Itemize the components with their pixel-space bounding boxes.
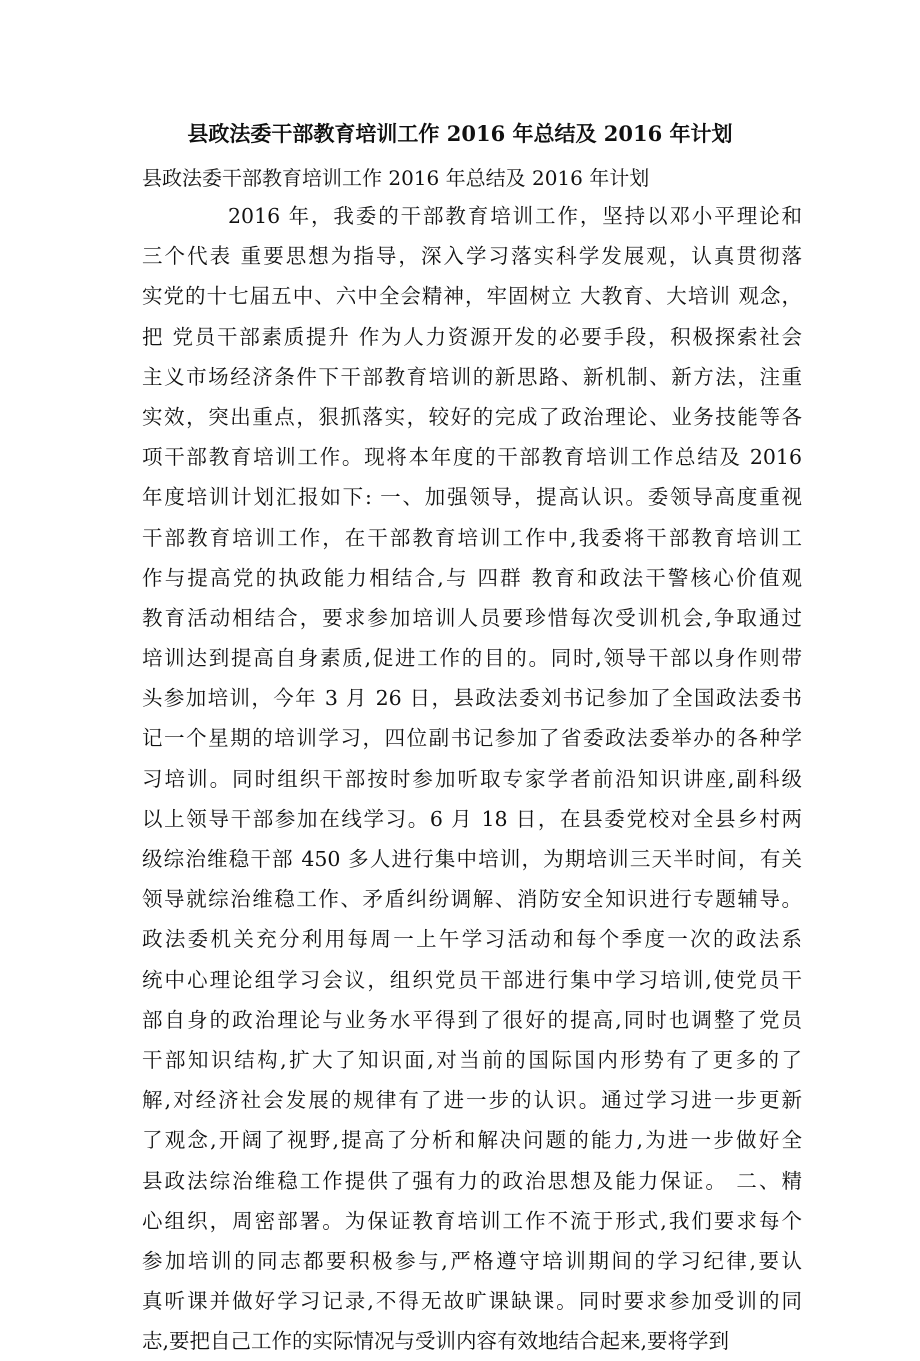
body-line: 真听课并做好学习记录,不得无故旷课缺课。同时要求参加受训的同 <box>142 1289 802 1314</box>
body-line: 干部知识结构,扩大了知识面,对当前的国际国内形势有了更多的了 <box>142 1047 802 1072</box>
body-line: 干部教育培训工作，在干部教育培训工作中,我委将干部教育培训工 <box>142 525 802 550</box>
body-line: 部自身的政治理论与业务水平得到了很好的提高,同时也调整了党员 <box>142 1007 802 1032</box>
body-line: 记一个星期的培训学习，四位副书记参加了省委政法委举办的各种学 <box>142 726 802 751</box>
body-line: 统中心理论组学习会议，组织党员干部进行集中学习培训,使党员干 <box>142 967 802 992</box>
body-line: 级综治维稳干部 450 多人进行集中培训，为期培训三天半时间，有关 <box>142 847 802 871</box>
body-line: 领导就综治维稳工作、矛盾纠纷调解、消防安全知识进行专题辅导。 <box>142 887 802 912</box>
document-subtitle: 县政法委干部教育培训工作 2016 年总结及 2016 年计划 <box>142 166 650 190</box>
body-line: 了观念,开阔了视野,提高了分析和解决问题的能力,为进一步做好全 <box>142 1128 802 1153</box>
body-line: 教育活动相结合，要求参加培训人员要珍惜每次受训机会,争取通过 <box>142 605 802 630</box>
document-title: 县政法委干部教育培训工作 2016 年总结及 2016 年计划 <box>187 121 733 146</box>
body-line: 解,对经济社会发展的规律有了进一步的认识。通过学习进一步更新 <box>142 1088 802 1113</box>
body-line: 志,要把自己工作的实际情况与受训内容有效地结合起来,要将学到 <box>142 1329 730 1354</box>
body-line: 实效，突出重点，狠抓落实，较好的完成了政治理论、业务技能等各 <box>142 404 802 429</box>
document-body <box>142 196 802 1361</box>
body-line: 三个代表 重要思想为指导，深入学习落实科学发展观，认真贯彻落 <box>142 244 802 269</box>
body-line: 主义市场经济条件下干部教育培训的新思路、新机制、新方法，注重 <box>142 364 802 389</box>
body-line: 政法委机关充分利用每周一上午学习活动和每个季度一次的政法系 <box>142 927 802 952</box>
body-line: 头参加培训，今年 3 月 26 日，县政法委刘书记参加了全国政法委书 <box>142 686 802 711</box>
body-line: 把 党员干部素质提升 作为人力资源开发的必要手段，积极探索社会 <box>142 324 802 349</box>
body-line: 作与提高党的执政能力相结合,与 四群 教育和政法干警核心价值观 <box>142 565 802 590</box>
body-line: 以上领导干部参加在线学习。6 月 18 日，在县委党校对全县乡村两 <box>142 806 802 831</box>
body-line: 项干部教育培训工作。现将本年度的干部教育培训工作总结及 2016 <box>142 445 802 470</box>
body-line: 习培训。同时组织干部按时参加听取专家学者前沿知识讲座,副科级 <box>142 766 802 791</box>
body-line: 培训达到提高自身素质,促进工作的目的。同时,领导干部以身作则带 <box>142 646 802 671</box>
body-line: 县政法综治维稳工作提供了强有力的政治思想及能力保证。 二、精 <box>142 1168 802 1193</box>
body-line: 2016 年，我委的干部教育培训工作，坚持以邓小平理论和 <box>228 204 802 228</box>
body-line: 心组织，周密部署。为保证教育培训工作不流于形式,我们要求每个 <box>142 1208 802 1233</box>
body-line: 参加培训的同志都要积极参与,严格遵守培训期间的学习纪律,要认 <box>142 1248 802 1273</box>
body-line: 实党的十七届五中、六中全会精神，牢固树立 大教育、大培训 观念， <box>142 284 802 309</box>
body-line: 年度培训计划汇报如下: 一、加强领导，提高认识。委领导高度重视 <box>142 485 802 510</box>
